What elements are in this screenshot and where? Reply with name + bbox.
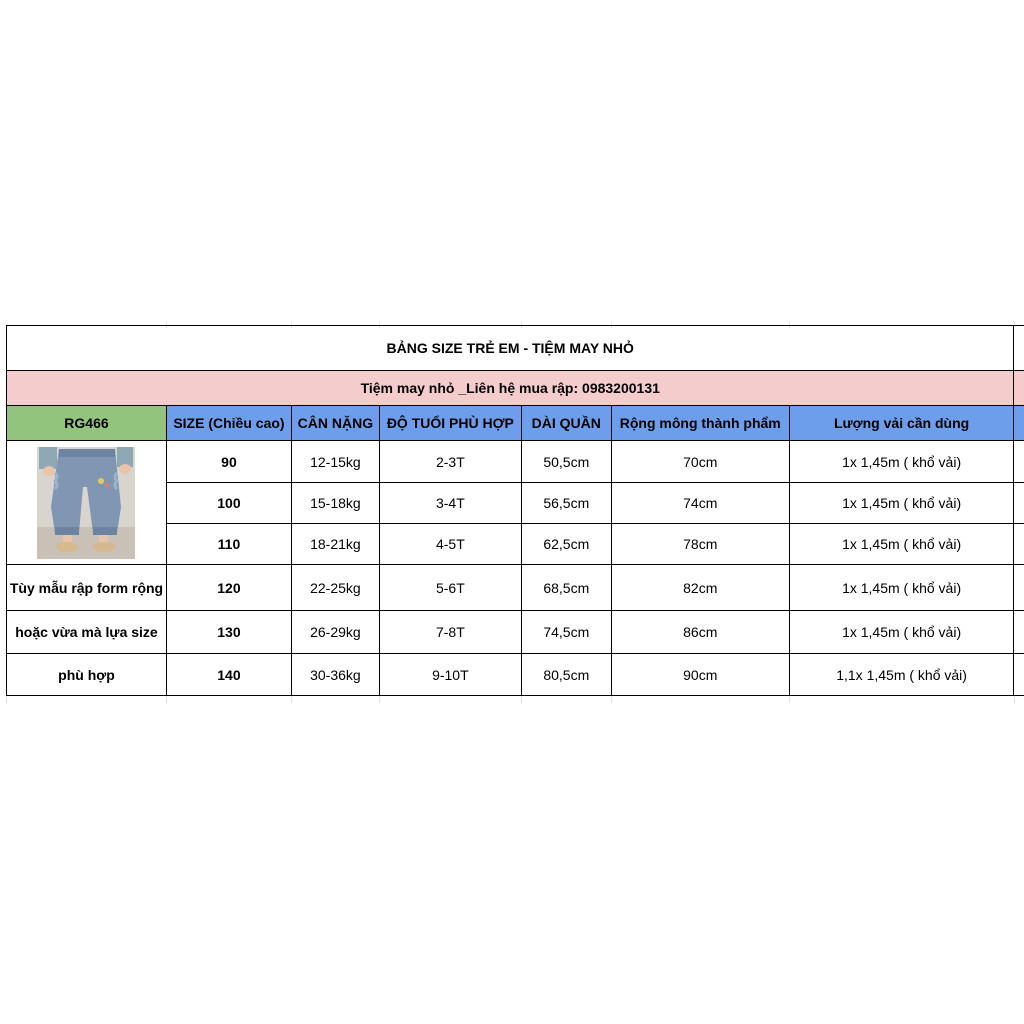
hip-value[interactable]: 82cm (611, 565, 789, 611)
header-hip[interactable]: Rộng mông thành phẩm (611, 406, 789, 441)
size-chart-table (6, 325, 1024, 696)
overflow-cell[interactable] (1014, 654, 1024, 696)
fabric-value[interactable]: 1x 1,45m ( khổ vải) (789, 611, 1014, 654)
age-value[interactable]: 4-5T (379, 524, 521, 565)
size-value[interactable]: 100 (166, 483, 291, 524)
fabric-value[interactable]: 1x 1,45m ( khổ vải) (789, 524, 1014, 565)
gridline (611, 696, 612, 703)
hip-value[interactable]: 78cm (611, 524, 789, 565)
hip-value[interactable]: 90cm (611, 654, 789, 696)
age-value[interactable]: 9-10T (379, 654, 521, 696)
header-length[interactable]: DÀI QUẦN (521, 406, 611, 441)
weight-value[interactable]: 26-29kg (291, 611, 379, 654)
overflow-cell[interactable] (1014, 611, 1024, 654)
gridline (166, 696, 167, 703)
fabric-value[interactable]: 1x 1,45m ( khổ vải) (789, 565, 1014, 611)
size-value[interactable]: 110 (166, 524, 291, 565)
overflow-cell[interactable] (1014, 565, 1024, 611)
fabric-value[interactable]: 1x 1,45m ( khổ vải) (789, 441, 1014, 483)
length-value[interactable]: 62,5cm (521, 524, 611, 565)
gridline (1014, 696, 1015, 703)
note-line-1[interactable]: Tùy mẫu rập form rộng (7, 565, 167, 611)
length-value[interactable]: 68,5cm (521, 565, 611, 611)
product-photo (37, 447, 135, 559)
weight-value[interactable]: 30-36kg (291, 654, 379, 696)
contact-banner[interactable]: Tiệm may nhỏ _Liên hệ mua rập: 0983200131 (7, 371, 1014, 406)
fabric-value[interactable]: 1,1x 1,45m ( khổ vải) (789, 654, 1014, 696)
size-value[interactable]: 140 (166, 654, 291, 696)
age-value[interactable]: 7-8T (379, 611, 521, 654)
kids-pants-illustration (37, 447, 135, 559)
age-value[interactable]: 2-3T (379, 441, 521, 483)
size-value[interactable]: 130 (166, 611, 291, 654)
length-value[interactable]: 80,5cm (521, 654, 611, 696)
overflow-cell[interactable] (1014, 371, 1024, 406)
length-value[interactable]: 50,5cm (521, 441, 611, 483)
overflow-cell[interactable] (1014, 483, 1024, 524)
weight-value[interactable]: 22-25kg (291, 565, 379, 611)
size-value[interactable]: 90 (166, 441, 291, 483)
hip-value[interactable]: 86cm (611, 611, 789, 654)
overflow-cell[interactable] (1014, 406, 1024, 441)
product-photo-cell[interactable] (7, 441, 167, 565)
hip-value[interactable]: 70cm (611, 441, 789, 483)
header-fabric[interactable]: Lượng vải cần dùng (789, 406, 1014, 441)
weight-value[interactable]: 15-18kg (291, 483, 379, 524)
age-value[interactable]: 5-6T (379, 565, 521, 611)
note-line-2[interactable]: hoặc vừa mà lựa size (7, 611, 167, 654)
sheet-title[interactable]: BẢNG SIZE TRẺ EM - TIỆM MAY NHỎ (7, 326, 1014, 371)
overflow-cell[interactable] (1014, 326, 1024, 371)
gridline (789, 696, 790, 703)
gridline (379, 696, 380, 703)
weight-value[interactable]: 12-15kg (291, 441, 379, 483)
size-value[interactable]: 120 (166, 565, 291, 611)
gridline (6, 696, 7, 703)
gridline (521, 696, 522, 703)
weight-value[interactable]: 18-21kg (291, 524, 379, 565)
gridline (291, 696, 292, 703)
note-line-3[interactable]: phù hợp (7, 654, 167, 696)
age-value[interactable]: 3-4T (379, 483, 521, 524)
header-product-code[interactable]: RG466 (7, 406, 167, 441)
hip-value[interactable]: 74cm (611, 483, 789, 524)
length-value[interactable]: 56,5cm (521, 483, 611, 524)
overflow-cell[interactable] (1014, 524, 1024, 565)
overflow-cell[interactable] (1014, 441, 1024, 483)
length-value[interactable]: 74,5cm (521, 611, 611, 654)
header-age[interactable]: ĐỘ TUỔI PHÙ HỢP (379, 406, 521, 441)
fabric-value[interactable]: 1x 1,45m ( khổ vải) (789, 483, 1014, 524)
header-weight[interactable]: CÂN NẶNG (291, 406, 379, 441)
header-size[interactable]: SIZE (Chiều cao) (166, 406, 291, 441)
